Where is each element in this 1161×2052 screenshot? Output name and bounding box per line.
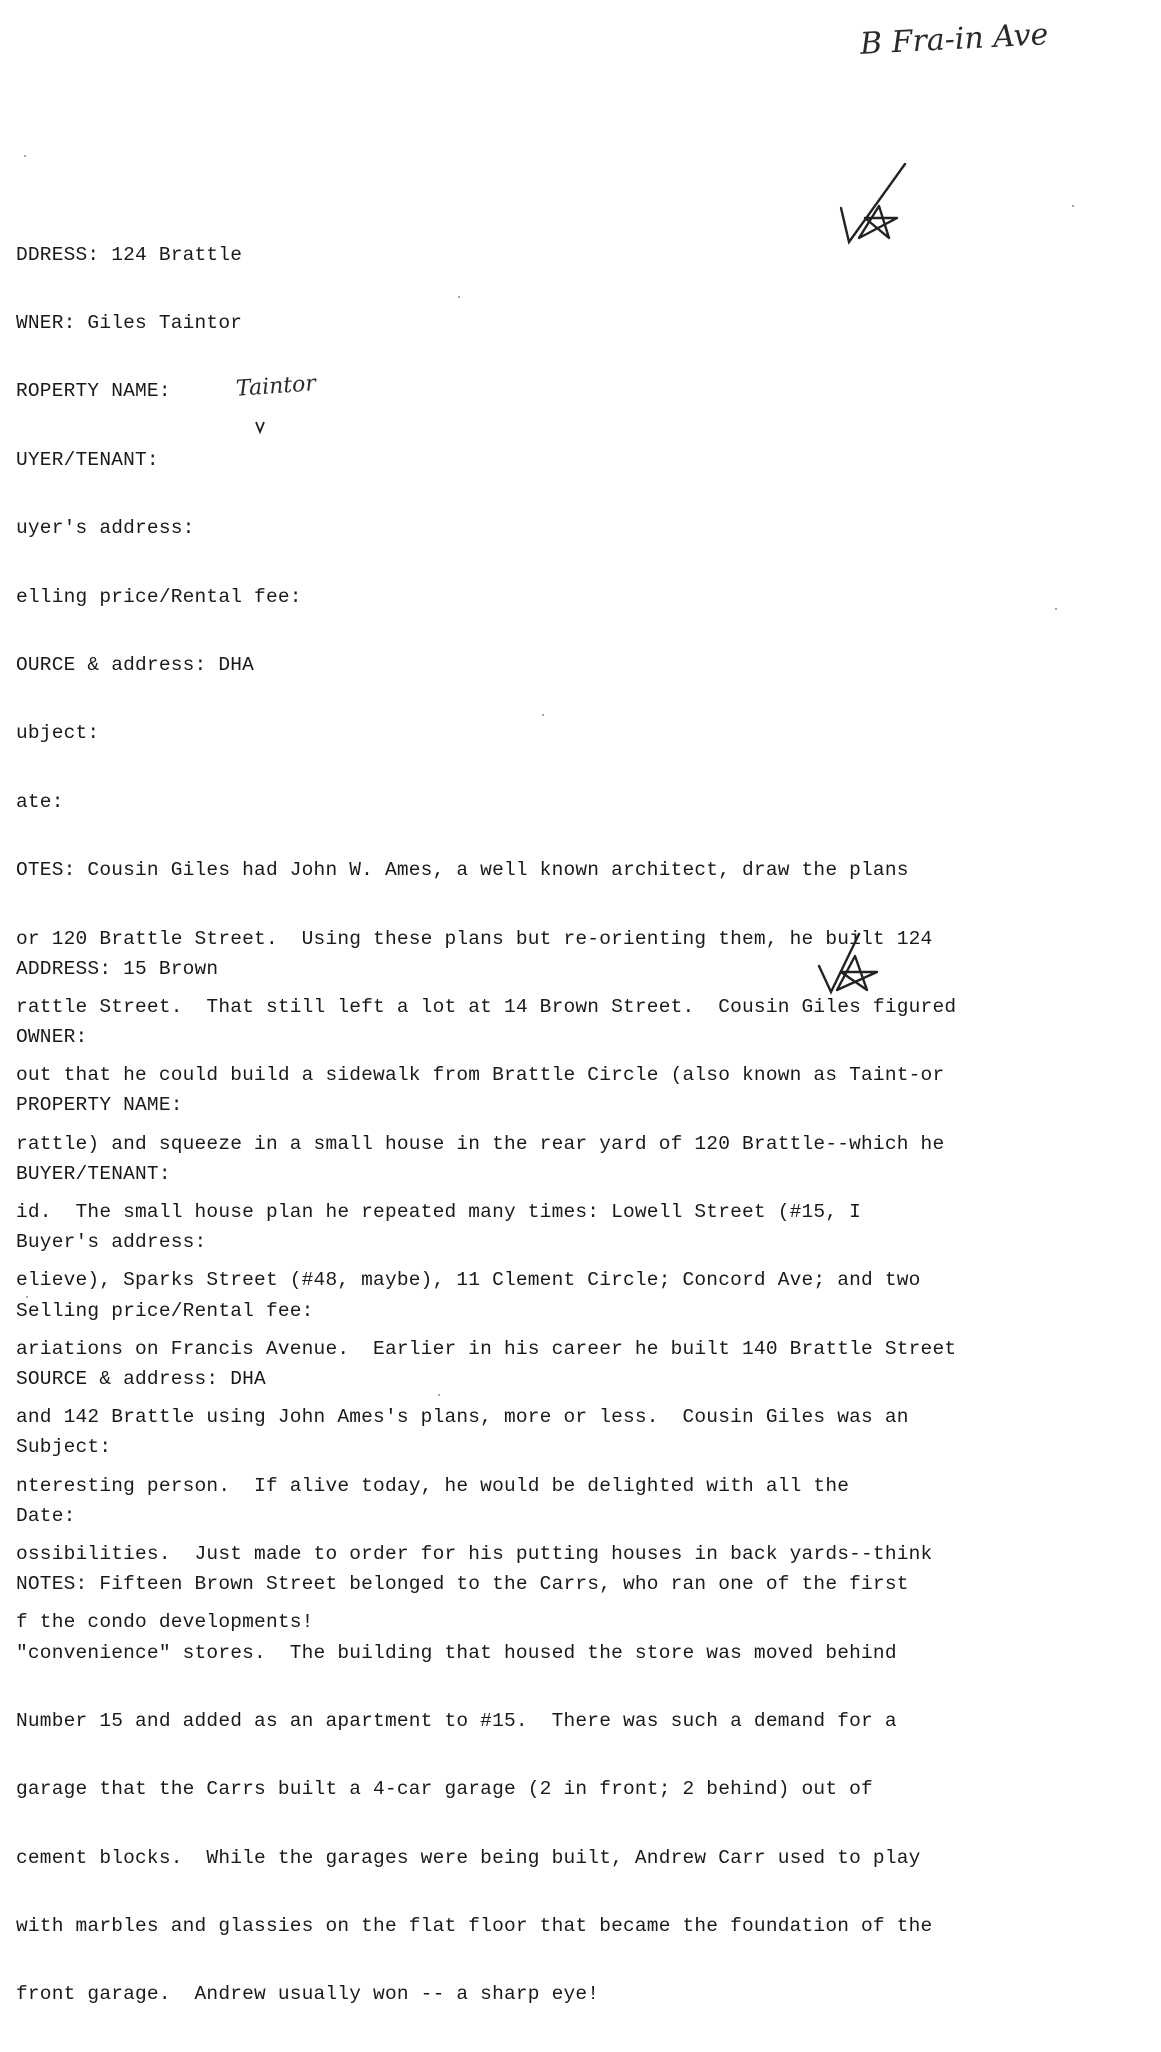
selling-price-line: elling price/Rental fee: <box>16 585 302 608</box>
notes-line: ossibilities. Just made to order for his putting houses in back yards--think <box>16 1543 933 1566</box>
source-line: SOURCE & address: DHA <box>16 1367 266 1390</box>
notes-line: Number 15 and added as an apartment to #15. There was such a demand for a <box>16 1709 897 1732</box>
notes-line: rattle) and squeeze in a small house in the rear yard of 120 Brattle--which he <box>16 1132 945 1155</box>
subject-line: ubject: <box>16 722 100 745</box>
check-star-mark-icon <box>835 164 915 254</box>
notes-line: or 120 Brattle Street. Using these plans but re-orienting them, he built 124 <box>16 927 933 950</box>
buyer-tenant-line: BUYER/TENANT: <box>16 1162 171 1185</box>
notes-line: elieve), Sparks Street (#48, maybe), 11 Clement Circle; Concord Ave; and two <box>16 1269 921 1292</box>
check-star-mark-icon <box>815 932 887 1002</box>
source-line: OURCE & address: DHA <box>16 653 255 676</box>
notes-line: "convenience" stores. The building that housed the store was moved behind <box>16 1641 897 1664</box>
subject-line: Subject: <box>16 1436 112 1459</box>
notes-line: and 142 Brattle using John Ames's plans, more or less. Cousin Giles was an <box>16 1406 909 1429</box>
property-name-line: PROPERTY NAME: <box>16 1094 183 1117</box>
notes-line: NOTES: Fifteen Brown Street belonged to the Carrs, who ran one of the first <box>16 1573 909 1596</box>
notes-line: out that he could build a sidewalk from Brattle Circle (also known as Taint-or <box>16 1064 945 1087</box>
buyer-tenant-line: UYER/TENANT: <box>16 448 159 471</box>
notes-line: cement blocks. While the garages were being built, Andrew Carr used to play <box>16 1846 921 1869</box>
address-line: DDRESS: 124 Brattle <box>16 243 243 266</box>
notes-line: f the condo developments! <box>16 1611 314 1634</box>
scan-speck <box>1072 205 1074 207</box>
notes-line: id. The small house plan he repeated many times: Lowell Street (#15, I <box>16 1201 862 1224</box>
notes-line: nteresting person. If alive today, he would be delighted with all the <box>16 1474 850 1497</box>
notes-line: front garage. Andrew usually won -- a sharp eye! <box>16 1983 600 2006</box>
notes-line: OTES: Cousin Giles had John W. Ames, a well known architect, draw the plans <box>16 859 909 882</box>
address-line: ADDRESS: 15 Brown <box>16 957 219 980</box>
date-line: Date: <box>16 1504 76 1527</box>
date-line: ate: <box>16 790 64 813</box>
handwritten-note-francis-ave: B Fra-in Ave <box>859 17 1050 62</box>
notes-line: rattle Street. That still left a lot at 14 Brown Street. Cousin Giles figured <box>16 995 957 1018</box>
scan-speck <box>1055 608 1057 610</box>
notes-line: garage that the Carrs built a 4-car garage (2 in front; 2 behind) out of <box>16 1778 873 1801</box>
scan-speck <box>458 296 460 298</box>
owner-line: OWNER: <box>16 1025 88 1048</box>
scan-speck <box>542 714 544 716</box>
buyers-address-line: uyer's address: <box>16 517 195 540</box>
record-2-text <box>16 912 932 2052</box>
scan-speck <box>26 1296 28 1298</box>
scan-speck <box>438 1394 440 1396</box>
owner-line: WNER: Giles Taintor <box>16 311 243 334</box>
insertion-caret-icon <box>254 420 266 434</box>
handwritten-note-taintor: Taintor <box>235 371 317 402</box>
property-name-line: ROPERTY NAME: <box>16 380 171 403</box>
scan-speck <box>24 155 26 157</box>
notes-line: with marbles and glassies on the flat floor that became the foundation of the <box>16 1915 933 1938</box>
selling-price-line: Selling price/Rental fee: <box>16 1299 314 1322</box>
buyers-address-line: Buyer's address: <box>16 1231 207 1254</box>
notes-line: ariations on Francis Avenue. Earlier in his career he built 140 Brattle Street <box>16 1337 957 1360</box>
